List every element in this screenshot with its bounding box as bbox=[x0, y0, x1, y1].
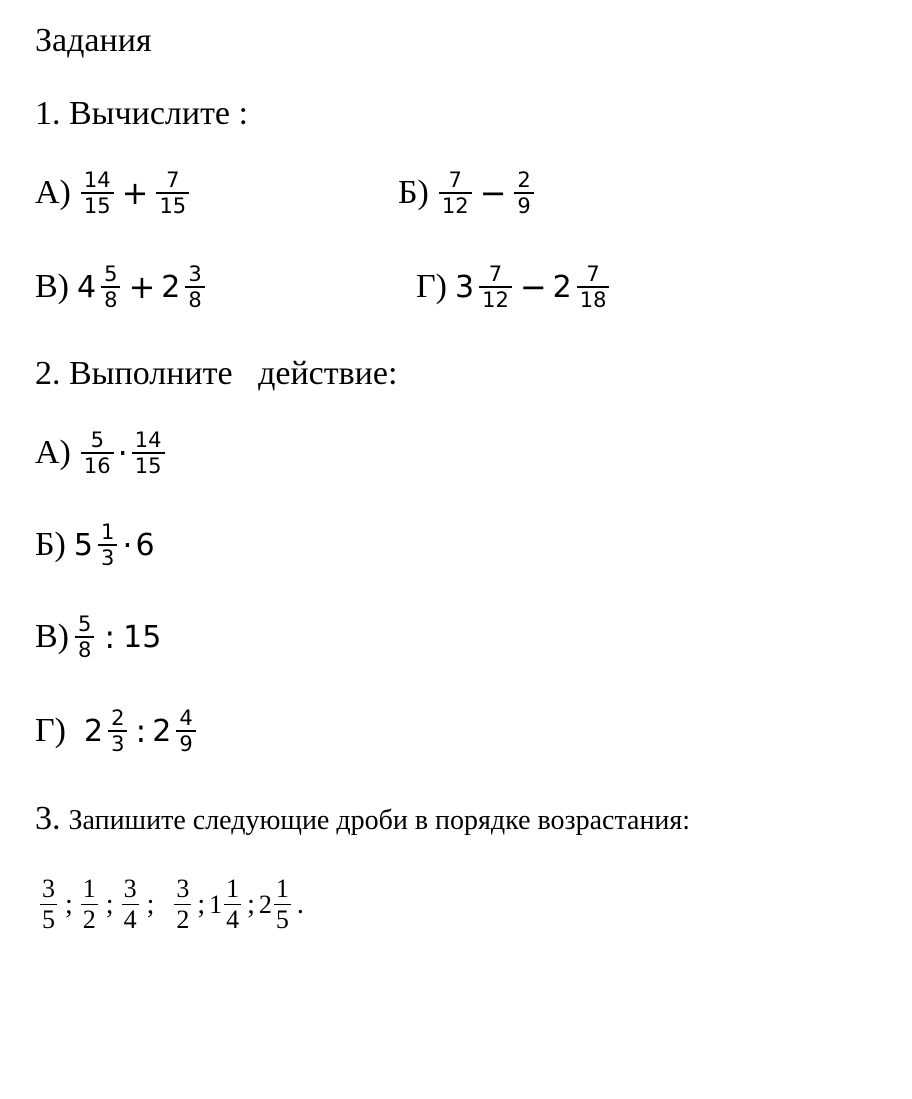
operator: − bbox=[519, 268, 547, 306]
separator: ; bbox=[247, 888, 255, 920]
task1-heading: 1. Вычислите : bbox=[35, 95, 248, 132]
whole-part: 2 bbox=[152, 713, 172, 749]
fraction: $\frac{3}{2}$ bbox=[176, 874, 190, 934]
task3-text: Запишите следующие дроби в порядке возрастания: bbox=[68, 805, 691, 836]
whole-part: 2 bbox=[161, 269, 181, 305]
separator: . bbox=[296, 888, 304, 920]
operator: · bbox=[117, 434, 128, 472]
item-label: А) bbox=[35, 434, 71, 471]
task2-item-c bbox=[35, 612, 164, 662]
fraction: $\frac{5}{8}$ bbox=[101, 262, 120, 312]
task2-heading: 2. Выполните действие: bbox=[35, 355, 398, 392]
operator: + bbox=[121, 174, 149, 212]
fraction: $\frac{3}{5}$ bbox=[42, 874, 55, 934]
operator: · bbox=[122, 526, 133, 564]
whole-part: 1 bbox=[209, 889, 223, 919]
whole-part: 2 bbox=[258, 889, 272, 919]
fraction: $\frac{7}{18}$ bbox=[577, 262, 610, 312]
whole-part: 4 bbox=[77, 269, 97, 305]
task1-item-c bbox=[35, 262, 207, 312]
task2-item-d bbox=[35, 706, 198, 756]
task3-heading bbox=[35, 800, 690, 838]
task3-number: 3. bbox=[35, 800, 61, 837]
item-label: В) bbox=[35, 268, 69, 305]
fraction: $\frac{1}{3}$ bbox=[98, 520, 117, 570]
fraction: $\frac{1}{4}$ bbox=[226, 874, 240, 934]
item-label: В) bbox=[35, 618, 69, 655]
task1-item-a bbox=[35, 168, 191, 218]
whole-part: 2 bbox=[552, 269, 572, 305]
whole-part: 5 bbox=[73, 527, 93, 563]
whole-part: 3 bbox=[454, 269, 475, 305]
fraction: $\frac{7}{12}$ bbox=[479, 262, 512, 312]
fraction: $\frac{2}{3}$ bbox=[108, 706, 127, 756]
separator: ; bbox=[65, 888, 73, 920]
fraction: $\frac{4}{9}$ bbox=[176, 706, 195, 756]
separator: ; bbox=[197, 888, 206, 920]
fraction: $\frac{7}{15}$ bbox=[156, 168, 189, 218]
task2-item-b bbox=[35, 520, 158, 570]
fraction: $\frac{1}{2}$ bbox=[82, 874, 96, 934]
fraction: $\frac{14}{15}$ bbox=[132, 428, 165, 478]
operator: : bbox=[135, 712, 147, 750]
item-label: Г) bbox=[416, 268, 447, 305]
fraction: $\frac{3}{4}$ bbox=[123, 874, 137, 934]
item-label: Б) bbox=[35, 526, 66, 563]
fraction: $\frac{14}{15}$ bbox=[81, 168, 114, 218]
page-title: Задания bbox=[35, 22, 152, 59]
item-label: А) bbox=[35, 174, 71, 211]
fraction: $\frac{2}{9}$ bbox=[514, 168, 533, 218]
fraction: $\frac{5}{8}$ bbox=[75, 612, 94, 662]
operator: : bbox=[104, 618, 116, 656]
item-label: Г) bbox=[35, 712, 66, 749]
task1-item-d bbox=[416, 262, 611, 312]
fraction: $\frac{7}{12}$ bbox=[439, 168, 472, 218]
fraction: $\frac{5}{16}$ bbox=[81, 428, 114, 478]
operator: − bbox=[479, 174, 507, 212]
operator: + bbox=[128, 268, 156, 306]
task1-item-b bbox=[398, 168, 536, 218]
fraction: $\frac{3}{8}$ bbox=[185, 262, 204, 312]
right-operand: 6 bbox=[135, 527, 155, 563]
fraction-list bbox=[38, 874, 308, 935]
item-label: Б) bbox=[398, 174, 429, 211]
whole-part: 2 bbox=[83, 713, 104, 749]
fraction: $\frac{1}{5}$ bbox=[275, 874, 289, 934]
separator: ; bbox=[105, 888, 114, 920]
right-operand: 15 bbox=[123, 619, 162, 655]
separator: ; bbox=[146, 888, 155, 920]
task2-item-a bbox=[35, 428, 167, 478]
